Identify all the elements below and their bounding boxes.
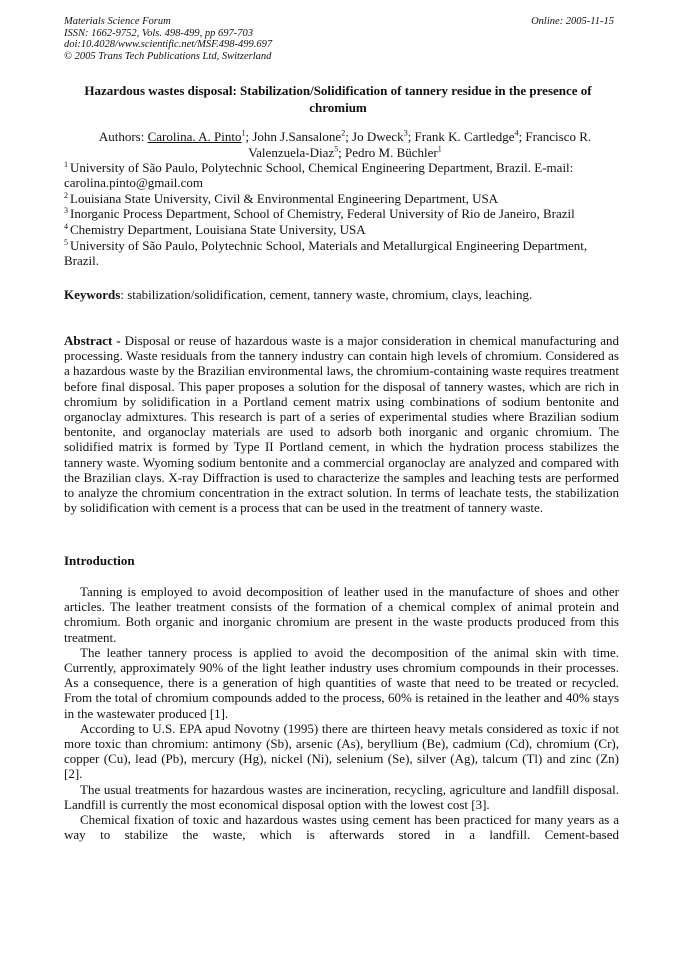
author-sup: 5 <box>334 144 339 154</box>
introduction-body <box>64 584 619 842</box>
authors-label: Authors: <box>98 129 145 144</box>
affiliation-text: University of São Paulo, Polytechnic School, Materials and Metallurgical Engineering Department, Brazil. <box>64 238 588 268</box>
affiliation-number: 2 <box>64 190 68 200</box>
author-name: ; Pedro M. Büchler <box>338 145 438 160</box>
affiliation-3 <box>64 206 619 221</box>
affiliation-text: Chemistry Department, Louisiana State University, USA <box>70 222 366 237</box>
author-sup: 3 <box>403 128 408 138</box>
affiliation-1 <box>64 160 619 190</box>
issn-line: ISSN: 1662-9752, Vols. 498-499, pp 697-703 <box>64 27 253 39</box>
affiliation-5 <box>64 238 619 268</box>
author-sup: 4 <box>514 128 519 138</box>
paper-title: Hazardous wastes disposal: Stabilization/Solidification of tannery residue in the presence of chromium <box>84 83 592 115</box>
author-name: ; Frank K. Cartledge <box>407 129 515 144</box>
keywords-label: Keywords <box>64 287 121 302</box>
abstract <box>64 333 619 515</box>
keywords <box>64 287 619 302</box>
affiliation-text: Inorganic Process Department, School of Chemistry, Federal University of Rio de Janeiro, Brazil <box>70 206 575 221</box>
paragraph: The usual treatments for hazardous wastes are incineration, recycling, agriculture and landfill disposal. Landfill is currently the most economical disposal option with the lowest cost [3]. <box>64 781 619 812</box>
abstract-text: Disposal or reuse of hazardous waste is a major consideration in chemical manufacturing and processing. Waste residuals from the tannery industry can contain high levels of chromium. Considered as a hazardous waste by the Brazilian environmental laws, the chromium-containing waste requires treatment before final disposal. This paper proposes a solution for the disposal of tannery wastes, which are rich in chromium by solidification in a Portland cement matrix using combinations of sodium bentonite and organoclay admixtures. This research is part of a series of experimental studies where Brazilian sodium bentonite, and organoclay materials are used to adsorb both inorganic and organic chromium. The solidified matrix is formed by Type II Portland cement, in which the hydration process stabilizes the tannery waste. Wyoming sodium bentonite and a commercial organoclay are analyzed and compared with the Brazilian clays. X-ray Diffraction is used to characterize the samples and leaching tests are performed to analyze the chromium concentration in the extract solution. In terms of leachate tests, the stabilization by solidification with cement is a process that can be used in the treatment of tannery waste. <box>64 333 619 516</box>
affiliation-4 <box>64 222 619 237</box>
author-sup: 1 <box>437 144 442 154</box>
affiliation-number: 4 <box>64 221 68 231</box>
paragraph: According to U.S. EPA apud Novotny (1995) there are thirteen heavy metals considered as toxic if not more toxic than chromium: antimony (Sb), arsenic (As), beryllium (Be), cadmium (Cd), chromium (Cr), copper (Cu), lead (Pb), mercury (Hg), nickel (Ni), selenium (Se), silver (Ag), talcum (Tl) and zinc (Zn)[2]. <box>64 720 619 782</box>
section-heading-introduction: Introduction <box>64 553 135 568</box>
affiliation-number: 5 <box>64 237 68 247</box>
affiliation-number: 3 <box>64 205 68 215</box>
keywords-text: : stabilization/solidification, cement, tannery waste, chromium, clays, leaching. <box>120 287 533 302</box>
online-date: Online: 2005-11-15 <box>531 16 614 27</box>
abstract-label: Abstract - <box>64 333 121 348</box>
affiliation-2 <box>64 191 619 206</box>
affiliation-text: Louisiana State University, Civil & Environmental Engineering Department, USA <box>70 191 499 206</box>
author-list <box>80 129 610 161</box>
paragraph: The leather tannery process is applied to avoid the decomposition of the animal skin with time. Currently, approximately 90% of the light leather industry uses chromium compounds in their processes. As a consequence, there is a generation of high quantities of waste that need to be treated or recycled. From the total of chromium compounds added to the process, 60% is retained in the leather and 40% stays in the wastewater produced [1]. <box>64 644 619 721</box>
author-name: ; John J.Sansalone <box>245 129 342 144</box>
copyright-line: © 2005 Trans Tech Publications Ltd, Switzerland <box>64 50 272 62</box>
journal-name: Materials Science Forum <box>64 16 171 27</box>
journal-header <box>64 16 464 62</box>
author-sup: 1 <box>241 128 246 138</box>
author-name: ; Francisco R. Valenzuela-Diaz <box>248 129 592 160</box>
author-name: ; Jo Dweck <box>345 129 404 144</box>
author-sup: 2 <box>341 128 346 138</box>
first-author-link[interactable]: Carolina. A. Pinto <box>147 129 242 144</box>
paragraph: Tanning is employed to avoid decomposition of leather used in the manufacture of shoes and other articles. The leather treatment consists of the formation of a chemical complex of animal protein and chromium. Both organic and inorganic chromium are present in the waste products produced from this treatment. <box>64 584 619 645</box>
affiliation-text: University of São Paulo, Polytechnic School, Chemical Engineering Department, Brazil. E-mail: carolina.pinto@gmail.com <box>64 160 574 190</box>
paragraph: Chemical fixation of toxic and hazardous wastes using cement has been practiced for many years as a way to stabilize the waste, which is afterwards stored in a landfill. Cement-based <box>64 812 619 843</box>
doi-line: doi:10.4028/www.scientific.net/MSF.498-499.697 <box>64 39 273 50</box>
affiliation-number: 1 <box>64 159 68 169</box>
